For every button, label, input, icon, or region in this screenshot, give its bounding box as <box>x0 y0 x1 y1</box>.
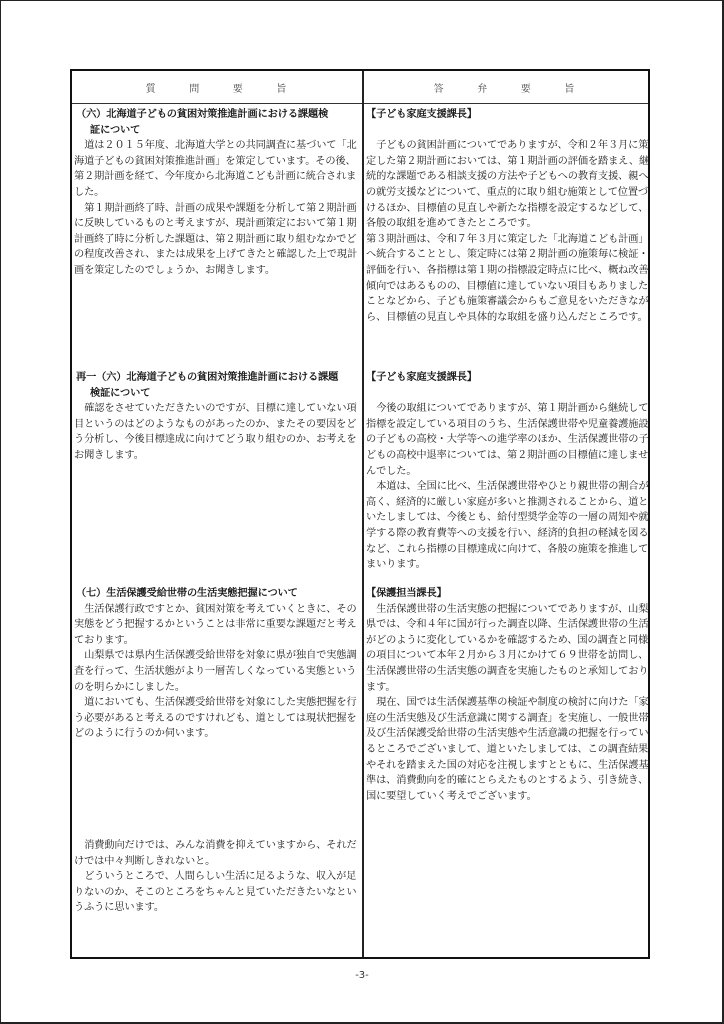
question-paragraph: 確認をさせていただきたいのですが、目標に達していない項目というのはどのようなものがあったのか、またその要因をどう分析し、今後目標達成に向けてどう取り組むのか、お考えをお聞きします。 <box>74 403 357 461</box>
followup-paragraph: どういうところで、人間らしい生活に足るような、収入が足りないのか、そこのところをちゃんと見ていただきたいなというふうに思います。 <box>74 871 357 914</box>
question-paragraph: 道は２０１５年度、北海道大学との共同調査に基づいて「北海道子どもの貧困対策推進計画」を策定しています。その後、第２期計画を経て、今年度から北海道こども計画に統合されました。 <box>74 140 357 198</box>
respondent-title: 【保護担当課長】 <box>366 588 447 599</box>
header-char: 要 <box>232 83 243 95</box>
answer-column <box>366 104 654 957</box>
header-char: 問 <box>189 83 200 95</box>
question-heading <box>74 370 360 401</box>
question-block-2 <box>74 370 360 464</box>
header-char: 弁 <box>477 83 488 95</box>
followup-paragraph: 消費動向だけでは、みんな消費を抑えていますから、それだけでは中々判断しきれないと。 <box>74 840 357 867</box>
question-heading <box>74 107 360 138</box>
header-char: 要 <box>520 83 531 95</box>
column-divider <box>362 71 364 957</box>
question-block-3 <box>74 586 360 742</box>
question-paragraph: 山梨県では県内生活保護受給世帯を対象に県が独自で実態調査を行って、生活状態がより一層苦しくなっている実態というのを明らかにしました。 <box>74 650 357 693</box>
answer-paragraph: 第３期計画は、令和７年３月に策定した「北海道こども計画」へ統合することとし、策定時には第２期計画の施策毎に検証・評価を行い、各指標は第１期の指標設定時点に比べ、概ね改善傾向ではあるものの、目標値に達していない項目もありましたことなどから、子ども施策審議会からもご意見をいただきながら、目標値の見直しや具体的な取組を盛り込んだところです。 <box>366 233 649 323</box>
header-char: 旨 <box>564 83 575 95</box>
heading-line: （七）生活保護受給世帯の生活実態把握について <box>76 588 298 599</box>
qa-table <box>70 69 650 959</box>
question-column <box>74 104 362 957</box>
answer-paragraph: 本道は、全国に比べ、生活保護世帯やひとり親世帯の割合が高く、経済的に厳しい家庭が多いと推測されることから、道といたしましては、今後とも、給付型奨学金等の一層の周知や就学する際の教育費等への支援を行い、経済的負担の軽減を図るなど、これら指標の目標達成に向けて、各般の施策を推進してまいります。 <box>366 481 649 571</box>
answer-block-3 <box>366 586 652 804</box>
heading-line: 証について <box>90 124 141 136</box>
table-header-row <box>72 71 648 104</box>
question-followup <box>74 838 360 916</box>
answer-paragraph: 子どもの貧困計画についてでありますが、令和２年３月に策定した第２期計画においては、第１期計画の評価を踏まえ、継続的な課題である相談支援の方法や子どもへの教育支援、親への就労支援などについて、重点的に取り組む施策として位置づけるほか、目標値の見直しや新たな指標を設定するなどして、各般の取組を進めてきたところです。 <box>366 140 650 230</box>
heading-line: 検証について <box>90 387 151 399</box>
page-number: -3- <box>355 970 369 981</box>
heading-line: 再一（六）北海道子どもの貧困対策推進計画における課題 <box>76 372 339 383</box>
question-paragraph: 道においても、生活保護受給世帯を対象にした実態把握を行う必要があると考えるのですけれども、道としては現状把握をどのように行うのか伺います。 <box>74 697 357 740</box>
answer-paragraph: 今後の取組についてでありますが、第１期計画から継続して指標を設定している項目のうち、生活保護世帯や児童養護施設の子どもの高校・大学等への進学率のほか、生活保護世帯の子どもの高校中退率については、第２期計画の目標値に達しませんでした。 <box>366 403 649 477</box>
respondent-title: 【子ども家庭支援課長】 <box>366 109 477 120</box>
header-char: 旨 <box>276 83 287 95</box>
header-answer-summary <box>360 71 648 103</box>
question-paragraph: 生活保護行政ですとか、貧困対策を考えていくときに、その実態をどう把握するかということは非常に重要な課題だと考えております。 <box>74 603 357 646</box>
header-char: 質 <box>145 83 156 95</box>
respondent-title: 【子ども家庭支援課長】 <box>366 372 477 383</box>
question-paragraph: 第１期計画終了時、計画の成果や課題を分析して第２期計画に反映しているものと考えますが、現計画策定において第１期計画終了時に分析した課題は、第２期計画に取り組むなかでどの程度改善され、または成果を上げてきたと確認した上で現計画を策定したのでしょうか、お聞きします。 <box>74 202 358 276</box>
header-question-summary <box>72 71 360 103</box>
header-char: 答 <box>433 83 444 95</box>
question-heading <box>74 586 360 602</box>
question-block-1 <box>74 107 360 279</box>
answer-paragraph: 現在、国では生活保護基準の検証や制度の検討に向けた「家庭の生活実態及び生活意識に関する調査」を実施し、一般世帯及び生活保護受給世帯の生活実態や生活意識の把握を行っているところでございまして、道といたしましては、この調査結果やそれを踏まえた国の対応を注視しますとともに、生活保護基準は、消費動向を的確にとらえたものとするよう、引き続き、国に要望していく考えでございます。 <box>366 697 649 802</box>
heading-line: （六）北海道子どもの貧困対策推進計画における課題検 <box>76 109 329 120</box>
answer-block-1 <box>366 107 652 325</box>
answer-block-2 <box>366 370 652 573</box>
answer-paragraph: 生活保護世帯の生活実態の把握についてでありますが、山梨県では、令和４年に国が行った調査以降、生活保護世帯の生活がどのように変化しているかを確認するため、国の調査と同様の項目について本年２月から３月にかけて６９世帯を訪問し、生活保護世帯の生活実態の調査を実施したものと承知しております。 <box>366 603 649 693</box>
